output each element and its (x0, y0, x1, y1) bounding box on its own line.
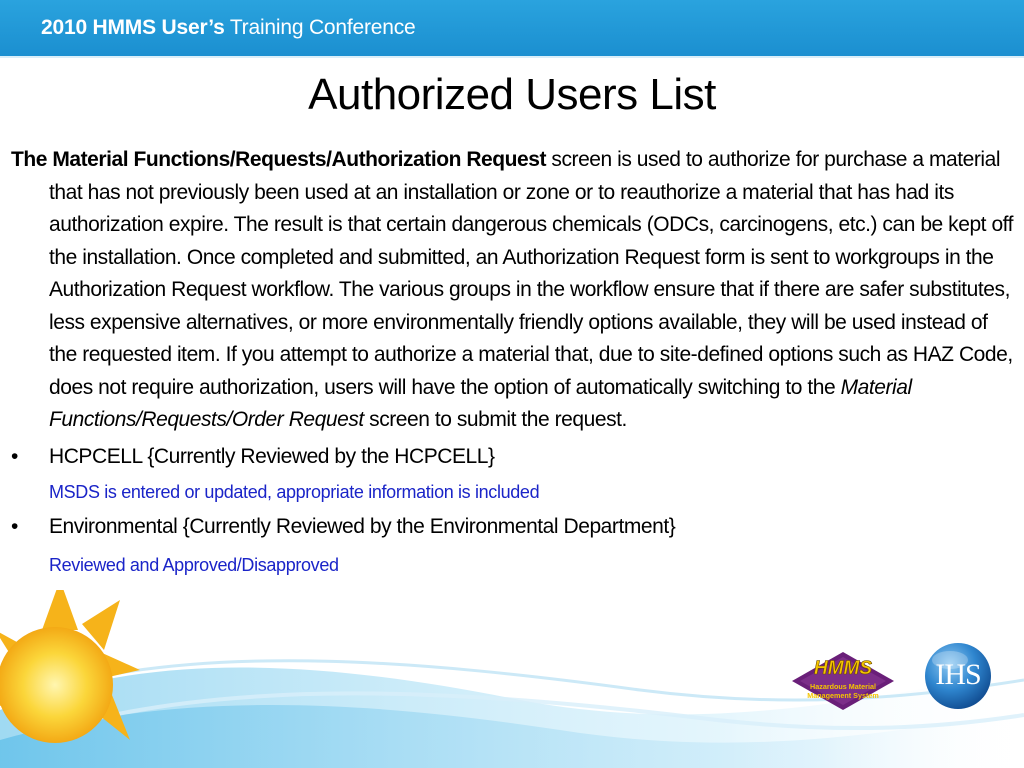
ihs-logo-text: IHS (935, 658, 981, 691)
bullet-marker: • (11, 444, 18, 468)
intro-text-part-1: screen is used to authorize for purchase a material that has not previously been used at an installation or zone or to reauthorize a material that has had its authorization expire. The result is that certain dangerous chemicals (ODCs, carcinogens, etc.) can be kept off the installation. Once completed and submitted, an Authorization Request form is sent to workgroups in the Authorization Request workflow. The various groups in the workflow ensure that if there are safer substitutes, less expensive alternatives, or more environmentally friendly options available, they will be used instead of the requested item. If you attempt to authorize a material that, due to site-defined options such as HAZ Code, does not require authorization, users will have the option of automatically switching to the (49, 148, 1014, 399)
bullet-environmental (11, 511, 1015, 544)
conference-title-strong: 2010 HMMS User’s (41, 16, 225, 39)
bullet-note-environmental: Reviewed and Approved/Disapproved (49, 554, 339, 575)
hmms-logo-mark: HMMS (813, 658, 873, 679)
bullet-label: Environmental {Currently Reviewed by the Environmental Department} (49, 515, 676, 538)
slide-title: Authorized Users List (308, 70, 716, 119)
header-bar (0, 0, 1024, 58)
conference-title (41, 16, 416, 40)
hmms-logo-line2: Management System (807, 691, 879, 700)
intro-text-part-2: screen to submit the request. (363, 408, 627, 431)
bullet-label: HCPCELL {Currently Reviewed by the HCPCELL} (49, 444, 495, 468)
bullet-note-hcpcell: MSDS is entered or updated, appropriate information is included (49, 482, 540, 502)
intro-paragraph (11, 144, 1015, 437)
conference-title-light: Training Conference (224, 16, 416, 39)
intro-bold-lead: The Material Functions/Requests/Authorization Request (11, 148, 547, 171)
ihs-logo (922, 640, 994, 712)
body-content (11, 144, 1015, 580)
sun (0, 627, 113, 743)
bullet-hcpcell (11, 441, 1015, 474)
hmms-logo-line1: Hazardous Material (810, 682, 876, 691)
bullet-marker: • (11, 515, 18, 538)
hmms-logo (790, 652, 896, 710)
intro-italic-screen-name: Material Functions/Requests/Order Request (49, 375, 912, 431)
